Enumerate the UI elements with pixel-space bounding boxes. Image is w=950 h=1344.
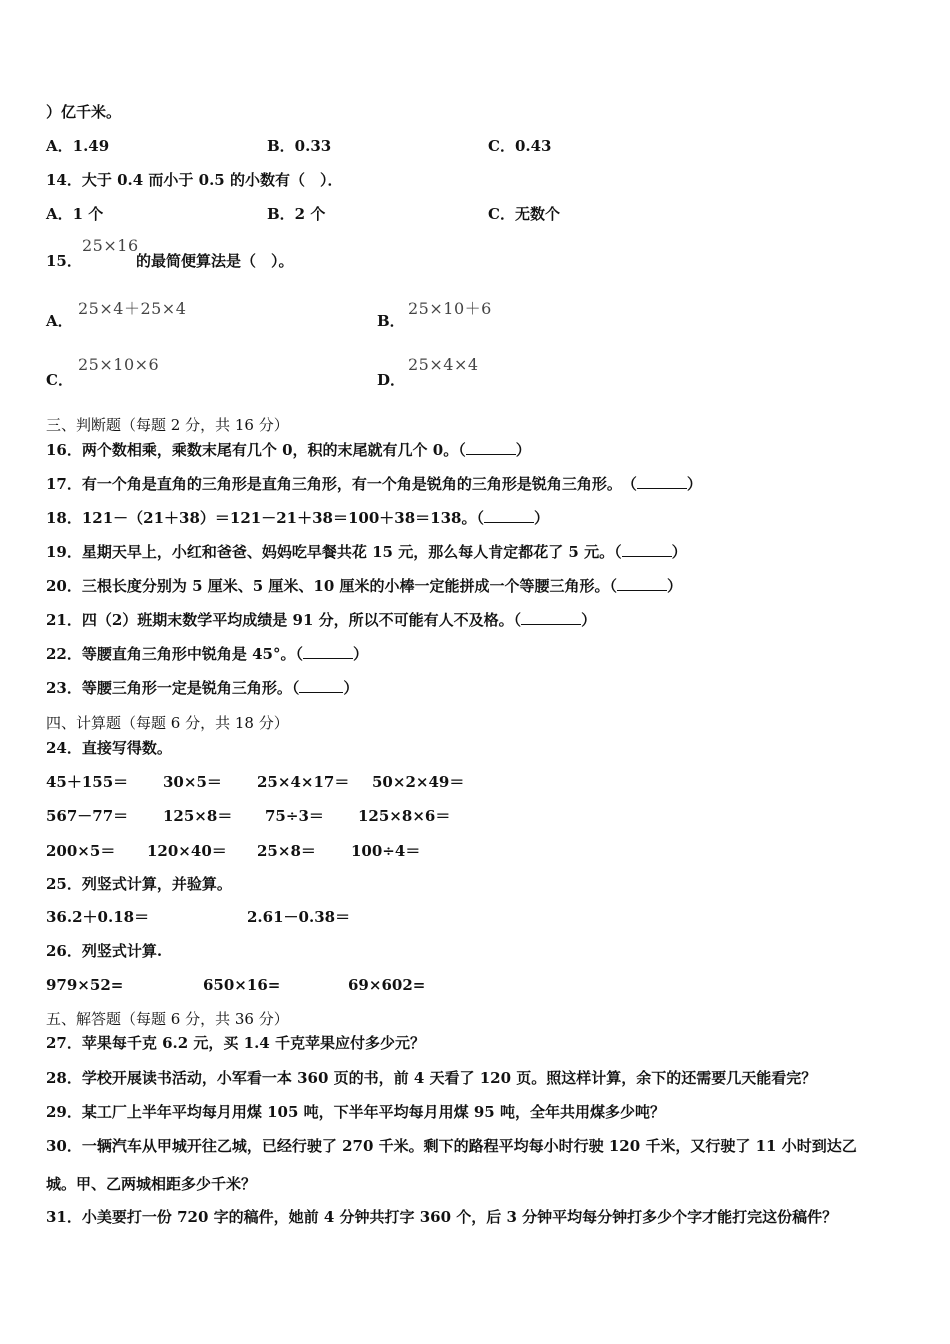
q24-stem: 24．直接写得数。 — [46, 739, 172, 757]
q15-option-b-expr[interactable]: 25×10＋6 — [408, 299, 492, 318]
problem-30-continued: 城。甲、乙两城相距多少千米？ — [46, 1175, 257, 1193]
q14-option-c[interactable]: C．无数个 — [488, 205, 560, 223]
answer-blank[interactable] — [617, 578, 667, 591]
q15-option-a-expr[interactable]: 25×4＋25×4 — [78, 299, 187, 318]
q15-suffix: 的最简便算法是（ ）。 — [136, 252, 294, 270]
calc-item: 125×8×6＝ — [358, 807, 451, 825]
calc-item: 120×40＝ — [147, 842, 227, 860]
answer-blank[interactable] — [484, 510, 534, 523]
answer-blank[interactable] — [637, 476, 687, 489]
judge-item-16: 16．两个数相乘，乘数末尾有几个 0，积的末尾就有几个 0。（ ） — [46, 441, 531, 459]
q15-option-c-label[interactable]: C． — [46, 371, 73, 389]
calc-item: 979×52= — [46, 976, 124, 994]
q15-number: 15． — [46, 252, 82, 270]
q13-option-b[interactable]: B．0.33 — [267, 137, 332, 155]
section-3-title: 三、判断题（每题 2 分，共 16 分） — [46, 416, 289, 434]
calc-item: 125×8＝ — [163, 807, 233, 825]
calc-item: 650×16= — [203, 976, 281, 994]
q13-stem-tail: ）亿千米。 — [46, 103, 122, 121]
problem-27: 27．苹果每千克 6.2 元，买 1.4 千克苹果应付多少元？ — [46, 1034, 425, 1052]
q25-stem: 25．列竖式计算，并验算。 — [46, 875, 232, 893]
answer-blank[interactable] — [299, 680, 343, 693]
calc-item: 25×8＝ — [257, 842, 316, 860]
section-5-title: 五、解答题（每题 6 分，共 36 分） — [46, 1010, 289, 1028]
q14-option-b[interactable]: B．2 个 — [267, 205, 326, 223]
section-4-title: 四、计算题（每题 6 分，共 18 分） — [46, 714, 289, 732]
judge-item-22: 22．等腰直角三角形中锐角是 45°。（ ） — [46, 645, 368, 663]
answer-blank[interactable] — [622, 544, 672, 557]
q14-option-a[interactable]: A．1 个 — [46, 205, 104, 223]
answer-blank[interactable] — [466, 442, 516, 455]
judge-item-20: 20．三根长度分别为 5 厘米、5 厘米、10 厘米的小棒一定能拼成一个等腰三角形。（ ） — [46, 577, 683, 595]
judge-item-17: 17．有一个角是直角的三角形是直角三角形，有一个角是锐角的三角形是锐角三角形。 （ ） — [46, 475, 702, 493]
answer-blank[interactable] — [521, 612, 581, 625]
q15-option-a-label[interactable]: A． — [46, 312, 73, 330]
q15-expression: 25×16 — [82, 236, 139, 255]
calc-item: 50×2×49＝ — [372, 773, 465, 791]
q15-option-c-expr[interactable]: 25×10×6 — [78, 355, 160, 374]
calc-item: 2.61－0.38＝ — [247, 908, 351, 926]
judge-item-23: 23．等腰三角形一定是锐角三角形。（ ） — [46, 679, 359, 697]
calc-item: 567－77＝ — [46, 807, 129, 825]
calc-item: 100÷4＝ — [351, 842, 421, 860]
calc-item: 75÷3＝ — [265, 807, 324, 825]
q14-stem: 14．大于 0.4 而小于 0.5 的小数有（ ）． — [46, 171, 343, 189]
q13-option-a[interactable]: A．1.49 — [46, 137, 110, 155]
q13-option-c[interactable]: C．0.43 — [488, 137, 552, 155]
q15-option-b-label[interactable]: B． — [377, 312, 405, 330]
judge-item-18: 18．121－（21＋38）＝121－21＋38＝100＋38＝138。（ ） — [46, 509, 550, 527]
problem-28: 28．学校开展读书活动，小军看一本 360 页的书，前 4 天看了 120 页。照这样计算，余下的还需要几天能看完？ — [46, 1069, 817, 1087]
calc-item: 69×602= — [348, 976, 426, 994]
problem-31: 31．小美要打一份 720 字的稿件，她前 4 分钟共打字 360 个，后 3 分钟平均每分钟打多少个字才能打完这份稿件？ — [46, 1208, 838, 1226]
judge-item-21: 21．四（2）班期末数学平均成绩是 91 分，所以不可能有人不及格。（ ） — [46, 611, 597, 629]
calc-item: 36.2＋0.18＝ — [46, 908, 150, 926]
problem-30: 30．一辆汽车从甲城开往乙城，已经行驶了 270 千米。剩下的路程平均每小时行驶 120 千米，又行驶了 11 小时到达乙 — [46, 1137, 857, 1155]
calc-item: 45＋155＝ — [46, 773, 129, 791]
problem-29: 29．某工厂上半年平均每月用煤 105 吨，下半年平均每月用煤 95 吨，全年共用煤多少吨？ — [46, 1103, 665, 1121]
calc-item: 30×5＝ — [163, 773, 222, 791]
answer-blank[interactable] — [303, 646, 353, 659]
calc-item: 25×4×17＝ — [257, 773, 350, 791]
q26-stem: 26．列竖式计算. — [46, 942, 163, 960]
judge-item-19: 19．星期天早上，小红和爸爸、妈妈吃早餐共花 15 元，那么每人肯定都花了 5 元。（ ） — [46, 543, 687, 561]
q15-option-d-expr[interactable]: 25×4×4 — [408, 355, 479, 374]
q15-option-d-label[interactable]: D． — [377, 371, 406, 389]
calc-item: 200×5＝ — [46, 842, 116, 860]
